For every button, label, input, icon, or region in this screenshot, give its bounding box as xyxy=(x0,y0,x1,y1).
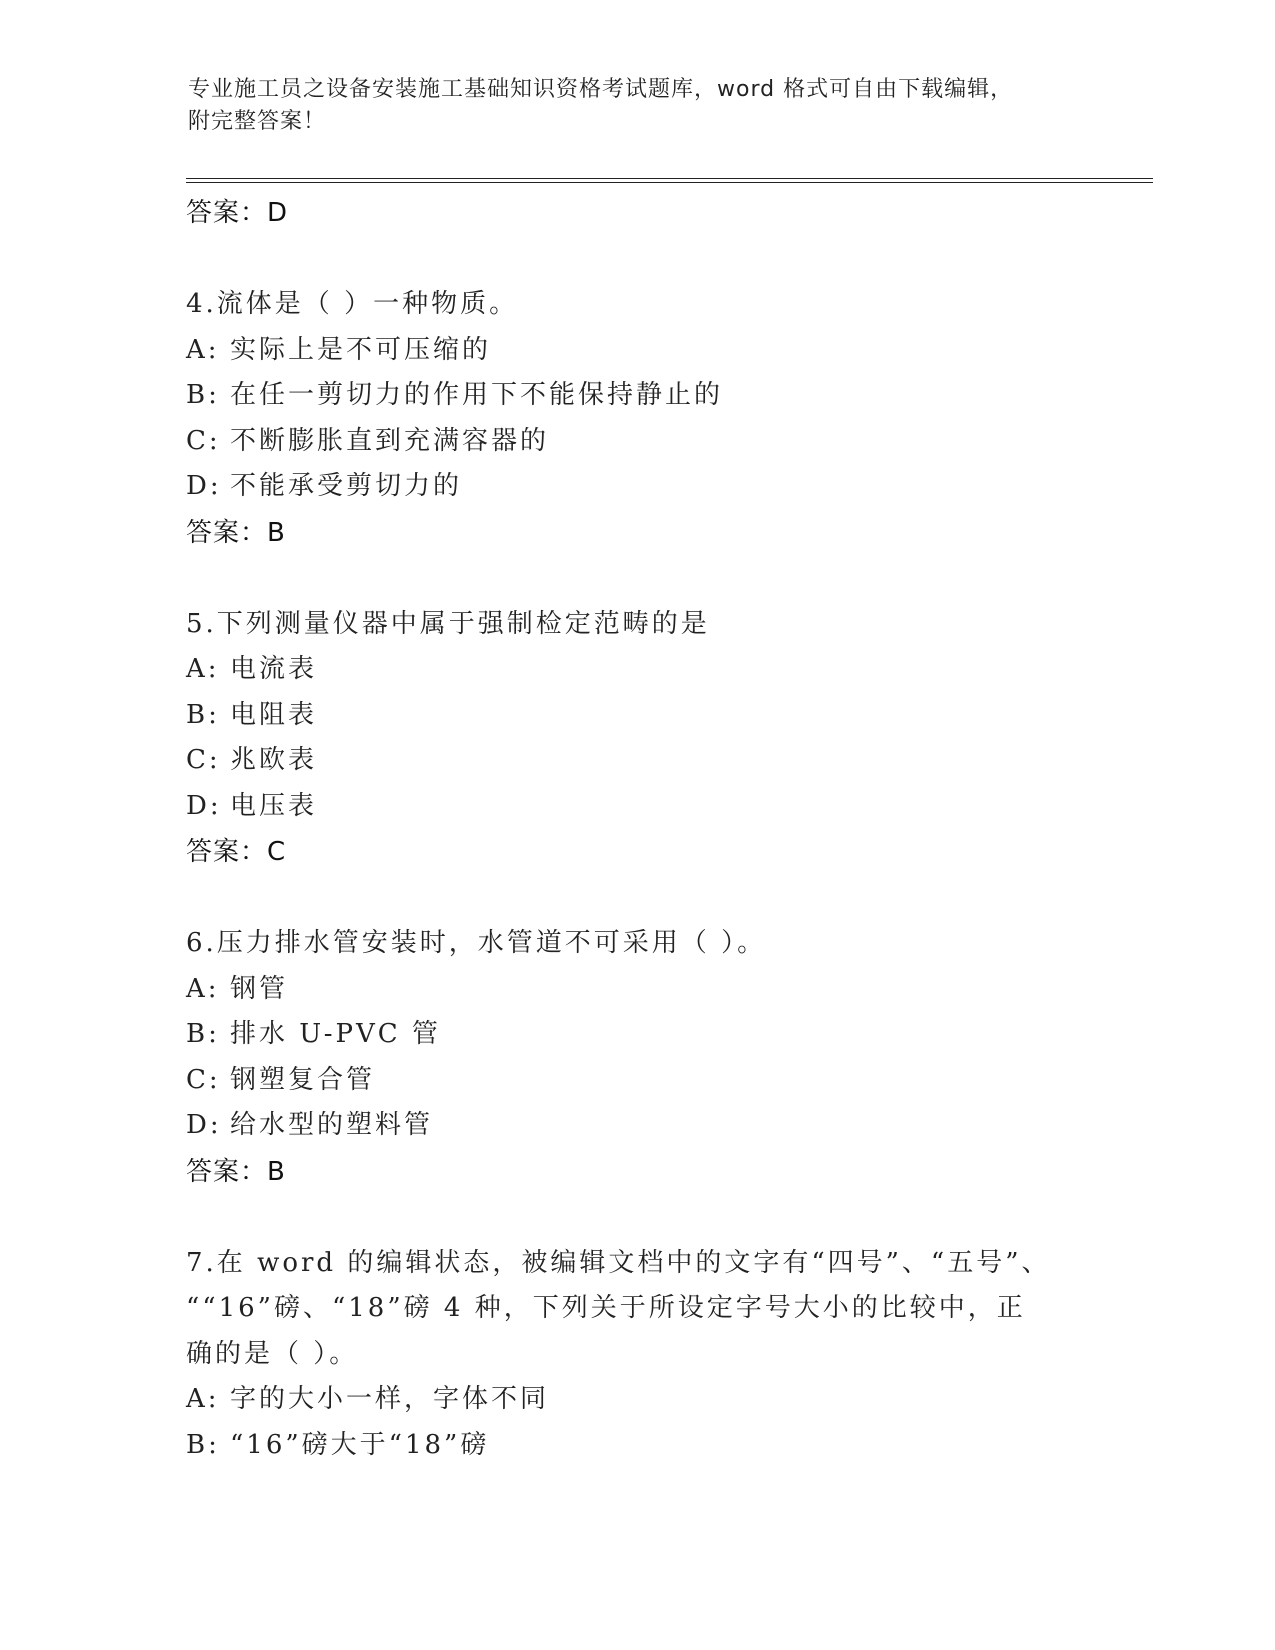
question-5-option-c xyxy=(186,738,1086,784)
spacer xyxy=(186,875,1086,921)
spacer xyxy=(186,556,1086,602)
option-text: 电压表 xyxy=(230,790,318,821)
question-6-stem: 6.压力排水管安装时，水管道不可采用（ ）。 xyxy=(186,928,767,958)
option-text: 兆欧表 xyxy=(230,745,318,775)
question-5-option-d xyxy=(186,784,1086,830)
option-text: “16”磅大于“18”磅 xyxy=(230,1429,490,1460)
option-text: 排水 U-PVC 管 xyxy=(230,1019,441,1049)
question-7 xyxy=(186,1241,1086,1469)
question-5-option-a xyxy=(186,647,1086,693)
option-letter: B: xyxy=(186,1019,220,1049)
option-letter: D: xyxy=(186,790,222,821)
question-7-option-a xyxy=(186,1377,1086,1423)
question-6-option-b xyxy=(186,1012,1086,1058)
question-7-stem-line-1: 7.在 word 的编辑状态，被编辑文档中的文字有“四号”、“五号”、 xyxy=(186,1247,1051,1278)
question-7-option-b xyxy=(186,1423,1086,1469)
option-letter: A: xyxy=(186,654,220,684)
question-7-stem-line-2: ““16”磅、“18”磅 4 种，下列关于所设定字号大小的比较中，正 xyxy=(186,1293,1026,1323)
question-6-option-a xyxy=(186,967,1086,1013)
option-letter: B: xyxy=(186,699,220,730)
option-letter: C: xyxy=(186,745,221,775)
question-6-option-c xyxy=(186,1058,1086,1104)
question-5-stem: 5.下列测量仪器中属于强制检定范畴的是 xyxy=(186,608,710,639)
header-line-2: 附完整答案！ xyxy=(188,109,327,134)
option-letter: B: xyxy=(186,380,220,410)
header-line-1: 专业施工员之设备安装施工基础知识资格考试题库，word 格式可自由下载编辑， xyxy=(188,77,1014,102)
question-4-option-a xyxy=(186,328,1086,374)
option-letter: D: xyxy=(186,1110,222,1140)
spacer xyxy=(186,1195,1086,1241)
header-rule-bottom xyxy=(186,182,1153,183)
option-text: 电阻表 xyxy=(230,699,318,730)
option-text: 钢塑复合管 xyxy=(230,1064,376,1095)
option-letter: C: xyxy=(186,425,221,456)
question-5-option-b xyxy=(186,693,1086,739)
option-text: 实际上是不可压缩的 xyxy=(230,334,492,365)
question-4 xyxy=(186,282,1086,556)
option-letter: D: xyxy=(186,471,222,501)
question-6-option-d xyxy=(186,1103,1086,1149)
question-4-option-c xyxy=(186,419,1086,465)
option-text: 不能承受剪切力的 xyxy=(230,471,463,501)
document-body xyxy=(186,190,1086,1468)
header-rule-top xyxy=(186,178,1153,179)
option-letter: B: xyxy=(186,1429,220,1460)
question-4-stem: 4.流体是（ ）一种物质。 xyxy=(186,289,519,319)
page-header xyxy=(188,74,1088,138)
option-text: 电流表 xyxy=(230,654,318,684)
question-5 xyxy=(186,602,1086,876)
question-4-option-d xyxy=(186,464,1086,510)
option-text: 给水型的塑料管 xyxy=(230,1110,434,1140)
option-text: 字的大小一样，字体不同 xyxy=(230,1384,550,1414)
question-6 xyxy=(186,921,1086,1195)
spacer xyxy=(186,236,1086,282)
option-letter: A: xyxy=(186,973,220,1004)
answer-q6: 答案：B xyxy=(186,1156,286,1187)
option-letter: A: xyxy=(186,1384,220,1414)
option-text: 在任一剪切力的作用下不能保持静止的 xyxy=(230,380,724,410)
question-7-stem-line-3: 确的是（ ）。 xyxy=(186,1338,359,1369)
option-letter: C: xyxy=(186,1064,221,1095)
answer-q4: 答案：B xyxy=(186,517,286,548)
option-text: 钢管 xyxy=(230,973,289,1004)
option-letter: A: xyxy=(186,334,220,365)
answer-q5: 答案：C xyxy=(186,837,287,867)
question-4-option-b xyxy=(186,373,1086,419)
answer-q3: 答案：D xyxy=(186,198,289,228)
option-text: 不断膨胀直到充满容器的 xyxy=(230,425,550,456)
